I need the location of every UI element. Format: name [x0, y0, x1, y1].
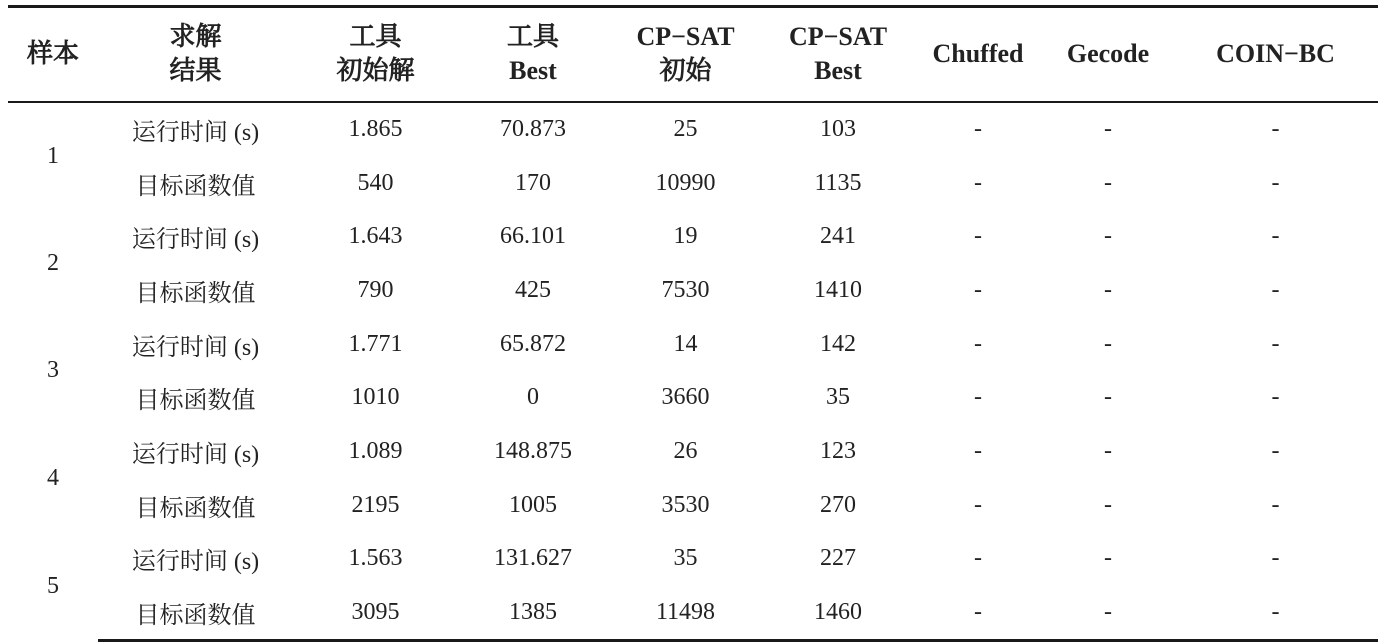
cell-tool-init: 2195 [351, 491, 400, 518]
table-row [8, 102, 1378, 157]
cell-coinbc: - [1271, 330, 1280, 357]
cell-tool-init: 1.643 [348, 223, 403, 250]
header-tool-init-line1: 工具 [349, 22, 402, 52]
cell-cpsat-best: 1135 [814, 169, 862, 196]
results-table [8, 5, 1378, 642]
table-header [8, 7, 1378, 102]
header-cpsat-best-line2: Best [814, 56, 862, 86]
table-row [8, 264, 1378, 318]
cell-gecode: - [1104, 276, 1112, 303]
cell-tool-init: 1.771 [348, 330, 403, 357]
cell-cpsat-init: 10990 [655, 169, 716, 196]
header-cpsat-best [763, 7, 913, 102]
header-result [98, 7, 293, 102]
cell-cpsat-best: 35 [826, 384, 850, 411]
header-tool-best-line1: 工具 [506, 22, 559, 52]
table-row [8, 425, 1378, 479]
metric-label: 运行时间 (s) [131, 227, 260, 254]
cell-tool-init: 790 [357, 276, 394, 303]
header-tool-init-line2: 初始解 [336, 56, 415, 86]
cell-gecode: - [1104, 437, 1112, 464]
header-cpsat-best-line1: CP−SAT [788, 22, 888, 52]
cell-chuffed: - [974, 330, 982, 357]
cell-tool-init: 540 [357, 169, 394, 196]
cell-tool-best: 131.627 [494, 545, 572, 572]
table-row [8, 586, 1378, 641]
header-result-line1: 求解 [169, 22, 222, 52]
metric-label: 运行时间 (s) [131, 549, 260, 576]
cell-cpsat-init: 26 [673, 437, 698, 464]
metric-label: 目标函数值 [135, 495, 256, 522]
metric-label: 目标函数值 [135, 173, 256, 200]
results-table-container [8, 5, 1378, 642]
cell-chuffed: - [974, 276, 982, 303]
header-cpsat-init-line1: CP−SAT [636, 22, 735, 52]
sample-number: 1 [47, 142, 59, 169]
cell-coinbc: - [1271, 491, 1280, 518]
cell-tool-best: 148.875 [494, 437, 572, 464]
cell-cpsat-init: 14 [673, 330, 698, 357]
header-cpsat-init-line2: 初始 [659, 56, 712, 86]
cell-chuffed: - [974, 384, 982, 411]
cell-cpsat-init: 7530 [661, 276, 710, 303]
cell-tool-init: 1010 [351, 384, 400, 411]
metric-label: 目标函数值 [135, 280, 256, 307]
cell-cpsat-best: 123 [820, 437, 856, 464]
cell-cpsat-best: 1460 [763, 586, 913, 641]
cell-chuffed: - [974, 115, 982, 142]
cell-cpsat-best: 227 [820, 545, 856, 572]
cell-tool-init: 1.089 [348, 437, 403, 464]
cell-tool-best: 170 [515, 169, 551, 196]
cell-gecode: - [1104, 115, 1112, 142]
cell-cpsat-init: 3530 [661, 491, 710, 518]
table-row [8, 478, 1378, 532]
cell-chuffed: - [974, 169, 982, 196]
cell-gecode: - [1104, 491, 1112, 518]
cell-gecode: - [1104, 384, 1112, 411]
metric-label: 运行时间 (s) [131, 441, 260, 468]
cell-tool-init: 1.865 [348, 115, 403, 142]
cell-tool-init: 3095 [293, 586, 458, 641]
cell-chuffed: - [974, 491, 982, 518]
metric-label: 运行时间 (s) [131, 119, 260, 146]
header-tool-best-line2: Best [509, 56, 557, 86]
cell-cpsat-best: 241 [820, 223, 856, 250]
cell-coinbc: - [1271, 169, 1280, 196]
header-result-line2: 结果 [169, 56, 222, 86]
cell-chuffed: - [974, 437, 982, 464]
header-gecode: Gecode [1043, 7, 1173, 102]
cell-cpsat-init: 35 [673, 545, 698, 572]
cell-cpsat-init: 19 [673, 223, 698, 250]
cell-gecode: - [1104, 330, 1112, 357]
cell-coinbc: - [1271, 276, 1280, 303]
header-coinbc: COIN−BC [1173, 7, 1378, 102]
metric-label: 运行时间 (s) [131, 334, 260, 361]
cell-coinbc: - [1271, 115, 1280, 142]
header-chuffed: Chuffed [913, 7, 1043, 102]
cell-gecode: - [1104, 223, 1112, 250]
metric-label: 目标函数值 [98, 586, 293, 641]
cell-cpsat-init: 11498 [608, 586, 763, 641]
metric-label: 目标函数值 [135, 388, 256, 415]
table-row [8, 210, 1378, 264]
cell-gecode: - [1104, 169, 1112, 196]
cell-tool-best: 0 [527, 384, 539, 411]
cell-chuffed: - [974, 545, 982, 572]
cell-coinbc: - [1271, 545, 1280, 572]
cell-cpsat-best: 142 [820, 330, 856, 357]
cell-cpsat-init: 25 [673, 115, 698, 142]
sample-number: 2 [47, 250, 59, 277]
table-row [8, 317, 1378, 371]
cell-tool-best: 66.101 [500, 223, 566, 250]
cell-cpsat-init: 3660 [661, 384, 710, 411]
cell-gecode: - [1104, 545, 1112, 572]
header-sample: 样本 [8, 7, 98, 102]
header-tool-init [293, 7, 458, 102]
header-cpsat-init [608, 7, 763, 102]
cell-gecode: - [1043, 586, 1173, 641]
cell-tool-best: 425 [515, 276, 551, 303]
cell-coinbc: - [1271, 384, 1280, 411]
sample-number: 4 [47, 464, 59, 491]
cell-chuffed: - [913, 586, 1043, 641]
sample-number: 5 [47, 572, 59, 599]
cell-tool-best: 1385 [458, 586, 608, 641]
cell-tool-best: 65.872 [500, 330, 566, 357]
table-body [8, 102, 1378, 641]
cell-coinbc: - [1271, 437, 1280, 464]
cell-cpsat-best: 1410 [814, 276, 862, 303]
table-row [8, 156, 1378, 210]
table-row [8, 532, 1378, 586]
cell-coinbc: - [1173, 586, 1378, 641]
header-row [8, 7, 1378, 102]
cell-tool-best: 70.873 [500, 115, 566, 142]
cell-cpsat-best: 103 [820, 115, 856, 142]
cell-coinbc: - [1271, 223, 1280, 250]
cell-tool-init: 1.563 [348, 545, 403, 572]
cell-tool-best: 1005 [509, 491, 557, 518]
cell-cpsat-best: 270 [820, 491, 856, 518]
table-row [8, 371, 1378, 425]
header-tool-best [458, 7, 608, 102]
sample-number: 3 [47, 357, 59, 384]
cell-chuffed: - [974, 223, 982, 250]
